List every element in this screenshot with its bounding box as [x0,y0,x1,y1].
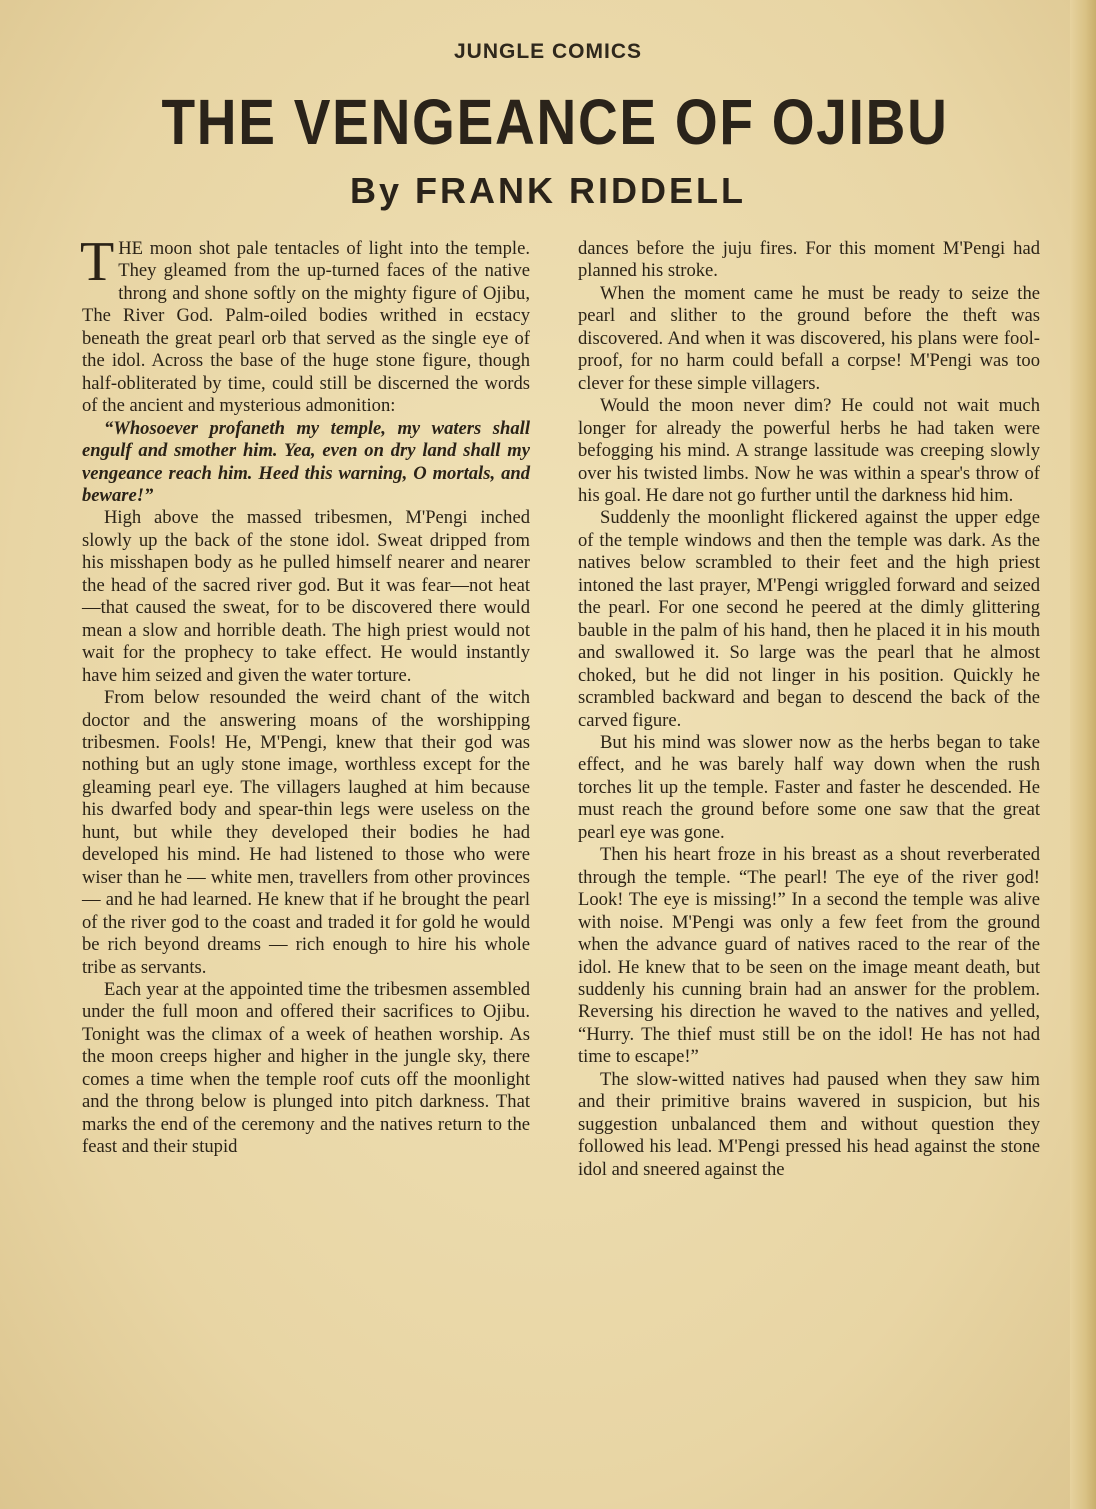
paragraph: Each year at the appointed time the tribesmen assembled under the full moon and offered their sacrifices to Ojibu. Tonight was the climax of a week of heathen worship. As the moon creeps higher and higher in the jungle sky, there comes a time when the temple roof cuts off the moonlight and the throng below is plunged into pitch darkness. That marks the end of the ceremony and the natives return to the feast and their stupid [82,978,530,1158]
paragraph: When the moment came he must be ready to seize the pearl and slither to the ground before the theft was discovered. And when it was discovered, his plans were fool-proof, for no harm could befall a corpse! M'Pengi was too clever for these simple villagers. [578,282,1040,394]
paragraph: The slow-witted natives had paused when they saw him and their primitive brains wavered in suspicion, but his suggestion unbalanced them and without question they followed his lead. M'Pengi pressed his head against the stone idol and sneered against the [578,1068,1040,1180]
running-head: JUNGLE COMICS [453,40,642,63]
story-title: THE VENGEANCE OF OJIBU [161,86,949,158]
paragraph: High above the massed tribesmen, M'Pengi inched slowly up the back of the stone idol. Sweat dripped from his misshapen body as he pulled himself nearer and nearer the head of the sacred river god. But it was fear—not heat—that caused the sweat, for to be discovered there would mean a slow and horrible death. The high priest would not wait for the prophecy to take effect. He would instantly have him seized and given the water torture. [82,507,530,686]
continued-paragraph: dances before the juju fires. For this moment M'Pengi had planned his stroke. [578,238,1040,282]
idol-inscription-quote: “Whosoever profaneth my temple, my waters shall engulf and smother him. Yea, even on dry land shall my vengeance reach him. Heed this warning, O mortals, and beware!” [82,417,530,506]
paragraph: From below resounded the weird chant of the witch doctor and the answering moans of the worshipping tribesmen. Fools! He, M'Pengi, knew that their god was nothing but an ugly stone image, worthless except for the gleaming pearl eye. The villagers laughed at him because his dwarfed body and spear-thin legs were useless on the hunt, but while they developed their bodies he had developed his mind. He had listened to those who were wiser than he — white men, travellers from other provinces — and he had learned. He knew that if he brought the pearl of the river god to the coast and traded it for gold he would be rich beyond dreams — rich enough to hire his whole tribe as servants. [82,687,530,978]
opening-paragraph [80,231,530,418]
left-column [80,231,530,1159]
paragraph: But his mind was slower now as the herbs began to take effect, and he was barely half way down when the rush torches lit up the temple. Faster and faster he descended. He must reach the ground before some one saw that the great pearl eye was gone. [578,731,1040,843]
paragraph: Would the moon never dim? He could not wait much longer for already the powerful herbs he had taken were befogging his mind. A strange lassitude was creeping slowly over his twisted limbs. Now he was within a spear's throw of his goal. He dare not go further until the darkness hid him. [578,395,1040,506]
page-edge [1070,0,1096,1509]
paragraph: Suddenly the moonlight flickered against the upper edge of the temple windows and then the temple was dark. As the natives below scrambled to their feet and the high priest intoned the last prayer, M'Pengi wriggled forward and seized the pearl. For one second he peered at the dimly glittering bauble in the palm of his hand, then he placed it in his mouth and swallowed it. So large was the pearl that he almost choked, but he did not linger in his position. Quickly he scrambled backward and began to descend the back of the carved figure. [578,507,1040,731]
right-column [578,238,1040,1181]
byline: By FRANK RIDDELL [350,170,746,211]
paragraph: Then his heart froze in his breast as a shout reverberated through the temple. “The pearl! The eye of the river god! Look! The eye is missing!” In a second the temple was alive with noise. M'Pengi was only a few feet from the ground when the advance guard of natives raced to the rear of the idol. He knew that to be seen on the image meant death, but suddenly his cunning brain had an answer for the problem. Reversing his direction he waved to the natives and yelled, “Hurry. The thief must still be on the idol! He has not had time to escape!” [578,844,1040,1068]
opening-text: HE moon shot pale tentacles of light into the temple. They gleamed from the up-turned faces of the native throng and shone softly on the mighty figure of Ojibu, The River God. Palm-oiled bodies writhed in ecstacy beneath the great pearl orb that served as the single eye of the idol. Across the base of the huge stone figure, though half-obliterated by time, could still be discerned the words of the ancient and mysterious admonition: [82,238,530,417]
drop-cap: T [80,231,115,293]
